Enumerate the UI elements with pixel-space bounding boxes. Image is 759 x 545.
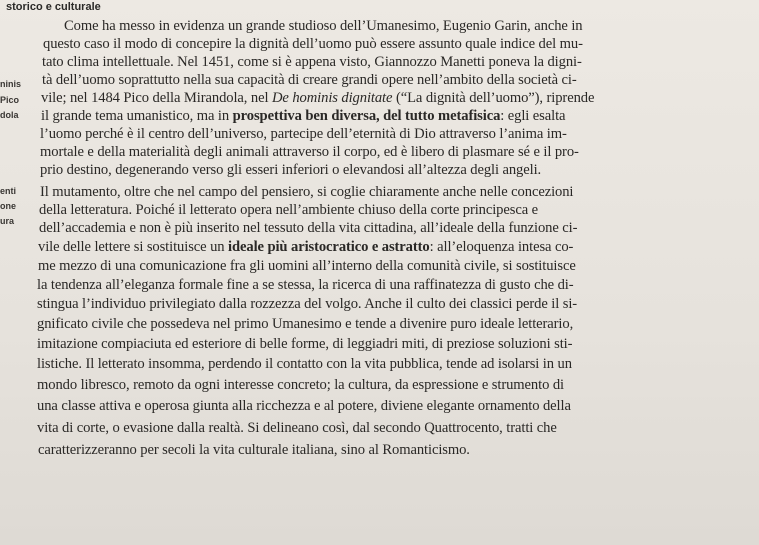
text-line: della letteratura. Poiché il letterato opera nell’ambiente chiuso della corte principesca e — [39, 202, 539, 218]
text-line: me mezzo di una comunicazione fra gli uomini all’interno della comunità civile, si sostituisce — [38, 258, 576, 274]
text-line: mondo libresco, remoto da ogni interesse concreto; la cultura, da espressione e strumento di — [37, 377, 564, 393]
margin-note: ninis — [0, 79, 22, 89]
margin-note: dola — [0, 110, 19, 120]
text-line: caratterizzeranno per secoli la vita culturale italiana, sino al Romanticismo. — [38, 442, 470, 458]
text-line — [41, 89, 594, 107]
text-span: il grande tema umanistico, ma in — [41, 108, 233, 124]
text-line: imitazione compiaciuta ed esteriore di belle forme, di leggiadri miti, di preziose soluzioni sti- — [37, 336, 573, 352]
text-line: listiche. Il letterato insomma, perdendo il contatto con la vita pubblica, tende ad isolarsi in un — [37, 356, 572, 372]
text-span: : all’eloquenza intesa co- — [429, 239, 574, 255]
text-line: una classe attiva e operosa giunta alla ricchezza e al potere, diviene elegante ornamento della — [37, 398, 571, 414]
text-line: tato clima intellettuale. Nel 1451, come si è appena visto, Giannozzo Manetti poneva la digni- — [42, 54, 582, 70]
text-span: vile delle lettere si sostituisce un — [38, 239, 229, 255]
text-line: vita di corte, o evasione dalla realtà. Si delineano così, dal secondo Quattrocento, tratti che — [37, 420, 557, 436]
text-line — [41, 107, 565, 125]
book-title: De hominis dignitate — [271, 90, 393, 106]
text-line: l’uomo perché è il centro dell’universo, partecipe dell’eternità di Dio attraverso l’anima im- — [40, 126, 567, 142]
margin-note: Pico — [0, 95, 20, 105]
highlighted-phrase: prospettiva ben diversa, del tutto metafisica — [232, 108, 501, 124]
text-line: prio destino, degenerando verso gli esseri inferiori o elevandosi all’altezza degli angeli. — [40, 162, 542, 178]
margin-note: enti — [0, 186, 17, 196]
text-line: la tendenza all’eleganza formale fine a se stessa, la ricerca di una raffinatezza di gusto che di- — [37, 277, 574, 293]
text-span: vile; nel 1484 Pico della Mirandola, nel — [41, 90, 272, 106]
section-title: storico e culturale — [6, 1, 101, 13]
margin-note: one — [0, 201, 17, 211]
highlighted-phrase: ideale più aristocratico e astratto — [228, 239, 430, 255]
text-line: mortale e della materialità degli animali attraverso il corpo, ed è libero di plasmare sé e il pro- — [40, 144, 579, 160]
text-span: (“La dignità dell’uomo”), riprende — [392, 90, 595, 106]
text-line: gnificato civile che possedeva nel primo Umanesimo e tende a divenire puro ideale letterario, — [37, 316, 574, 332]
text-line: dell’accademia e non è più inserito nel tessuto della vita cittadina, all’ideale della funzione ci- — [39, 220, 578, 236]
margin-note: ura — [0, 216, 15, 226]
text-line: stingua l’individuo privilegiato dalla rozzezza del volgo. Anche il culto dei classici perde il si- — [37, 296, 578, 312]
text-line: Come ha messo in evidenza un grande studioso dell’Umanesimo, Eugenio Garin, anche in — [64, 18, 583, 34]
text-line — [38, 238, 573, 256]
text-line: Il mutamento, oltre che nel campo del pensiero, si coglie chiaramente anche nelle concezioni — [40, 184, 574, 200]
text-line: questo caso il modo di concepire la dignità dell’uomo può essere assunto quale indice del mu- — [43, 36, 583, 52]
text-line: tà dell’uomo soprattutto nella sua capacità di creare grandi opere nell’ambito della società ci- — [42, 72, 577, 88]
text-span: : egli esalta — [500, 108, 566, 124]
